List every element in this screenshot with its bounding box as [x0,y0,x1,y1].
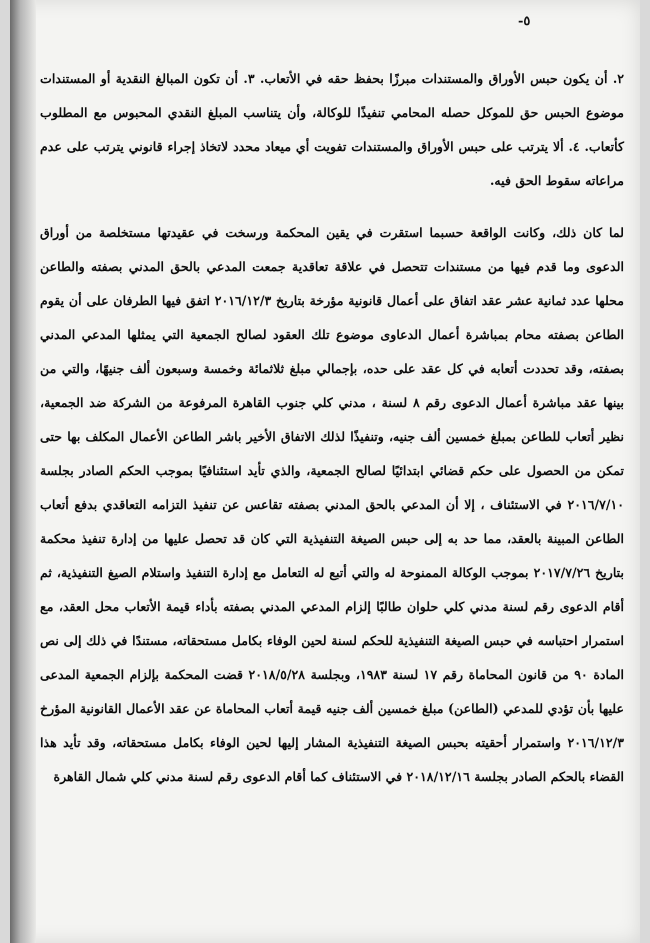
paragraph-facts: لما كان ذلك، وكانت الواقعة حسبما استقرت في يقين المحكمة ورسخت في عقيدتها مستخلصة من أوراق الدعوى وما قدم فيها من مستندات تتحصل في علاقة تعاقدية جمعت المدعي بالحق المدني بصفته والطاعن محلها عدد ثمانية عشر عقد اتفاق على أعمال قانونية مؤرخة بتاريخ ٢٠١٦/١٢/٣ اتفق فيها الطرفان على أن يقوم الطاعن بصفته محام بمباشرة أعمال الدعاوى موضوع تلك العقود لصالح الجمعية التي يمثلها المدعي المدني بصفته، وقد تحددت أتعابه في كل عقد على حده، بإجمالي مبلغ ثلاثمائة وخمسة وسبعون ألف جنيهًا، والتي من بينها عقد مباشرة أعمال الدعوى رقم ٨ لسنة ، مدني كلي جنوب القاهرة المرفوعة من الشركة ضد الجمعية، نظير أتعاب للطاعن بمبلغ خمسين ألف جنيه، وتنفيذًا لذلك الاتفاق الأخير باشر الطاعن الأعمال المكلف بها حتى تمكن من الحصول على حكم قضائي ابتدائيًا لصالح الجمعية، والذي تأيد استئنافيًا بموجب الحكم الصادر بجلسة ٢٠١٦/٧/١٠ في الاستئناف ، إلا أن المدعي بالحق المدني بصفته تقاعس عن تنفيذ التزامه التعاقدي بدفع أتعاب الطاعن المبينة بالعقد، مما حد به إلى حبس الصيغة التنفيذية التي كان قد تحصل عليها من إدارة تنفيذ محكمة بتاريخ ٢٠١٧/٧/٢٦ بموجب الوكالة الممنوحة له والتي أتبع له التعامل مع إدارة التنفيذ واستلام الصيغ التنفيذية، ثم أقام الدعوى رقم لسنة مدني كلي حلوان طالبًا إلزام المدعي المدني بصفته بأداء قيمة الأتعاب محل العقد، مع استمرار احتباسه في حبس الصيغة التنفيذية للحكم لسنة لحين الوفاء بكامل مستحقاته، مستندًا في ذلك إلى نص المادة ٩٠ من قانون المحاماة رقم ١٧ لسنة ١٩٨٣، وبجلسة ٢٠١٨/٥/٢٨ قضت المحكمة بإلزام الجمعية المدعى عليها بأن تؤدي للمدعي (الطاعن) مبلغ خمسين ألف جنيه قيمة أتعاب المحاماة عن عقد الأعمال القانونية المؤرخ ٢٠١٦/١٢/٣ واستمرار أحقيته بحبس الصيغة التنفيذية المشار إليها لحين الوفاء بكامل مستحقاته، وقد تأيد هذا القضاء بالحكم الصادر بجلسة ٢٠١٨/١٢/١٦ في الاستئناف كما أقام الدعوى رقم لسنة مدني كلي شمال القاهرة [40,225,624,784]
scan-shadow-edge [10,0,36,943]
document-body [40,62,624,812]
page-number: -٥ [518,14,531,29]
paragraph-conditions: ٢. أن يكون حبس الأوراق والمستندات مبرزًا بحفظ حقه في الأتعاب. ٣. أن تكون المبالغ النقدية أو المستندات موضوع الحبس حق للموكل حصله المحامي تنفيذًا للوكالة، وأن يتناسب المبلغ النقدي المحبوس مع المطلوب كأتعاب. ٤. ألا يترتب على حبس الأوراق والمستندات تفويت أي ميعاد محدد لاتخاذ إجراء قانوني يترتب على عدم مراعاته سقوط الحق فيه. [40,71,624,188]
document-page [10,0,640,943]
